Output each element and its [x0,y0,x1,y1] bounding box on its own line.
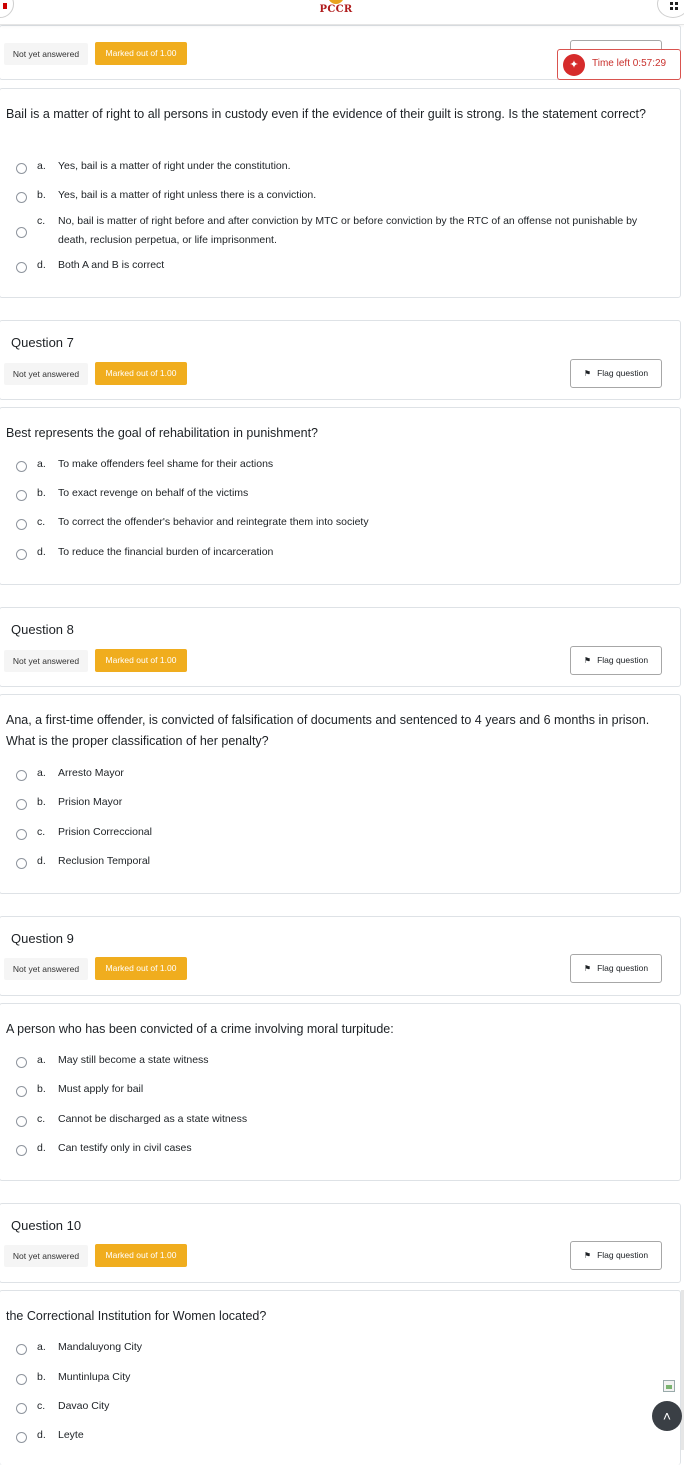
option-text: Reclusion Temporal [58,855,151,867]
grade-badge: Marked out of 1.00 [95,957,187,980]
option-text: May still become a state witness [58,1054,209,1066]
option-text: Both A and B is correct [58,259,165,271]
option-text: To exact revenge on behalf of the victims [58,487,249,499]
radio-button[interactable] [16,262,27,273]
radio-button[interactable] [16,227,27,238]
radio-button[interactable] [16,1432,27,1443]
grade-badge: Marked out of 1.00 [95,42,187,65]
option-letter: a. [37,160,46,172]
option-text: Cannot be discharged as a state witness [58,1113,248,1125]
option-letter: d. [37,1142,46,1154]
question-9-info [0,916,681,996]
option-b[interactable] [0,1370,682,1390]
radio-button[interactable] [16,1344,27,1355]
radio-button[interactable] [16,1403,27,1414]
option-b[interactable] [0,1082,682,1102]
option-d[interactable] [0,545,682,565]
option-a[interactable] [0,1340,682,1360]
question-text: A person who has been convicted of a crime involving moral turpitude: [6,1022,394,1036]
status-badge: Not yet answered [4,958,88,980]
status-badge: Not yet answered [4,363,88,385]
option-text: To correct the offender's behavior and reintegrate them into society [58,516,369,528]
option-text: Yes, bail is a matter of right under the constitution. [58,160,291,172]
option-letter: b. [37,796,46,808]
flag-question-button[interactable] [570,646,662,675]
question-number: Question 7 [11,335,74,350]
option-a[interactable] [0,766,682,786]
option-letter: c. [37,826,46,838]
radio-button[interactable] [16,192,27,203]
radio-button[interactable] [16,1145,27,1156]
flag-label: Flag question [597,368,649,378]
chevron-up-icon: ˄ [662,1408,672,1424]
radio-button[interactable] [16,490,27,501]
option-a[interactable] [0,457,682,477]
question-6-formulation [0,88,681,298]
option-letter: a. [37,767,46,779]
image-placeholder [666,1385,672,1389]
radio-button[interactable] [16,1086,27,1097]
radio-button[interactable] [16,519,27,530]
radio-button[interactable] [16,858,27,869]
option-text: To reduce the financial burden of incarceration [58,546,274,558]
option-text: Yes, bail is a matter of right unless there is a conviction. [58,189,317,201]
option-letter: d. [37,855,46,867]
question-text: the Correctional Institution for Women located? [6,1309,267,1323]
option-text: Must apply for bail [58,1083,144,1095]
option-letter: c. [37,215,46,227]
status-badge: Not yet answered [4,43,88,65]
grade-badge: Marked out of 1.00 [95,1244,187,1267]
broken-image-icon [663,1380,675,1392]
question-7-info [0,320,681,400]
option-letter: d. [37,1429,46,1441]
question-text: Ana, a first-time offender, is convicted of falsification of documents and sentenced to 4 years and 6 months in prison. What is the proper classification of her penalty? [6,713,650,748]
option-d[interactable] [0,258,682,278]
option-c[interactable] [0,214,682,254]
question-number: Question 10 [11,1218,82,1233]
question-8-info [0,607,681,687]
flag-label: Flag question [597,963,649,973]
option-d[interactable] [0,1141,682,1161]
radio-button[interactable] [16,1374,27,1385]
question-10-info [0,1203,681,1283]
radio-button[interactable] [16,1057,27,1068]
flag-label: Flag question [597,655,649,665]
option-text: No, bail is matter of right before and after conviction by MTC or before conviction by the RTC of an offense not punishable by death, reclusion perpetua, or life imprisonment. [58,215,638,246]
logo-text: PCCR [319,4,353,15]
option-letter: b. [37,487,46,499]
option-letter: a. [37,1341,46,1353]
option-letter: b. [37,1371,46,1383]
timer-icon: ✦ [563,54,585,76]
radio-button[interactable] [16,829,27,840]
option-c[interactable] [0,825,682,845]
question-text: Best represents the goal of rehabilitation in punishment? [6,426,318,440]
option-text: Davao City [58,1400,110,1412]
radio-button[interactable] [16,549,27,560]
option-letter: a. [37,1054,46,1066]
flag-icon: ⚑ [583,369,592,378]
option-text: Prision Correccional [58,826,152,838]
site-logo[interactable] [318,0,354,22]
option-text: Mandaluyong City [58,1341,143,1353]
question-text: Bail is a matter of right to all persons in custody even if the evidence of their guilt is strong. Is the statement correct? [6,107,646,121]
grade-badge: Marked out of 1.00 [95,362,187,385]
option-c[interactable] [0,515,682,535]
option-letter: a. [37,458,46,470]
option-c[interactable] [0,1399,682,1419]
grid-icon [670,2,678,10]
status-badge: Not yet answered [4,650,88,672]
option-text: Leyte [58,1429,84,1441]
option-a[interactable] [0,1053,682,1073]
flag-label: Flag question [597,1250,649,1260]
timer-text: Time left 0:57:29 [592,58,667,69]
option-b[interactable] [0,486,682,506]
option-c[interactable] [0,1112,682,1132]
back-to-top-button[interactable] [652,1401,682,1431]
flag-question-button[interactable] [570,954,662,983]
quiz-timer [557,49,681,80]
question-number: Question 9 [11,931,74,946]
radio-button[interactable] [16,461,27,472]
flag-icon: ⚑ [583,964,592,973]
flag-icon: ⚑ [583,656,592,665]
option-letter: d. [37,259,46,271]
option-b[interactable] [0,188,682,208]
question-7-formulation [0,407,681,585]
option-letter: c. [37,516,46,528]
quiz-navigation-button[interactable] [657,0,684,18]
option-d[interactable] [0,854,682,874]
status-badge: Not yet answered [4,1245,88,1267]
option-text: Prision Mayor [58,796,123,808]
menu-icon [3,3,7,9]
menu-button[interactable] [0,0,14,18]
radio-button[interactable] [16,163,27,174]
flag-question-button[interactable] [570,1241,662,1270]
grade-badge: Marked out of 1.00 [95,649,187,672]
radio-button[interactable] [16,799,27,810]
question-8-formulation [0,694,681,894]
option-text: Can testify only in civil cases [58,1142,192,1154]
question-number: Question 8 [11,622,74,637]
option-letter: b. [37,189,46,201]
radio-button[interactable] [16,1116,27,1127]
flag-question-button[interactable] [570,359,662,388]
option-a[interactable] [0,159,682,179]
question-9-formulation [0,1003,681,1181]
question-10-formulation [0,1290,681,1465]
option-letter: d. [37,546,46,558]
option-letter: c. [37,1113,46,1125]
flag-icon: ⚑ [583,1251,592,1260]
option-text: Muntinlupa City [58,1371,131,1383]
option-d[interactable] [0,1428,682,1448]
option-b[interactable] [0,795,682,815]
option-letter: b. [37,1083,46,1095]
top-navbar [0,0,684,25]
option-text: Arresto Mayor [58,767,124,779]
option-text: To make offenders feel shame for their actions [58,458,274,470]
radio-button[interactable] [16,770,27,781]
option-letter: c. [37,1400,46,1412]
